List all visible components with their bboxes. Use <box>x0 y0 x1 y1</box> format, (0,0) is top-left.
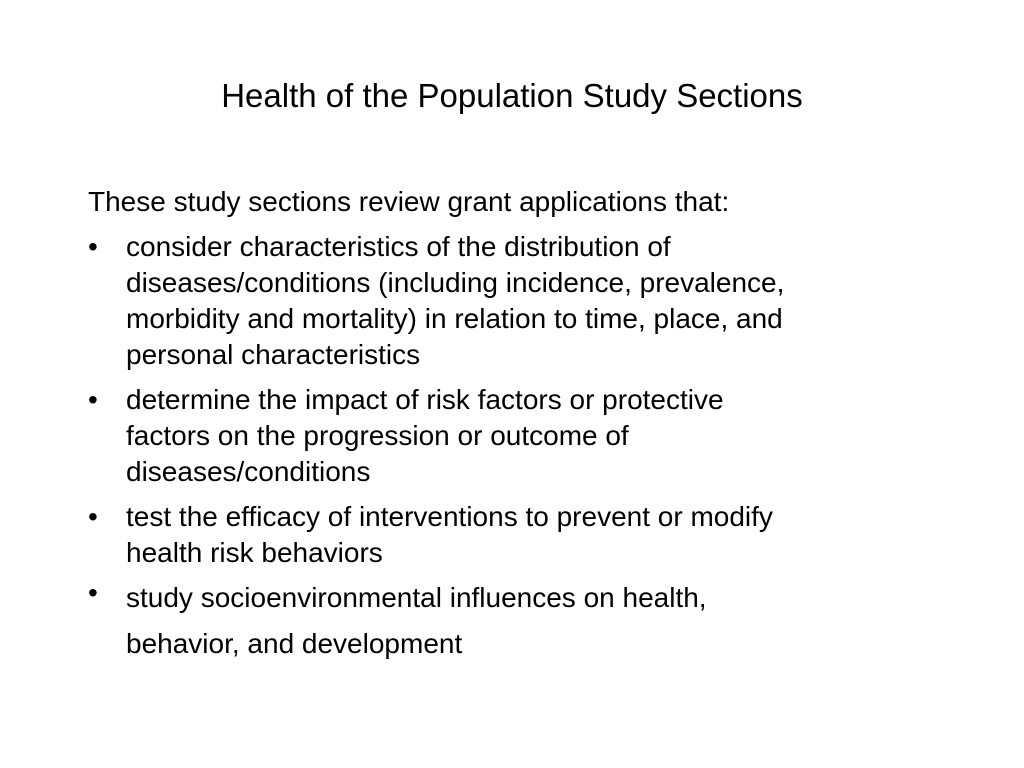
bullet-line: behavior, and development <box>126 628 463 659</box>
bullet-line: consider characteristics of the distribution of <box>126 231 671 262</box>
bullet-item-4 <box>88 575 948 667</box>
bullet-line: study socioenvironmental influences on health, <box>126 582 707 613</box>
bullet-line: morbidity and mortality) in relation to time, place, and <box>126 303 783 334</box>
bullet-item-3 <box>88 499 948 571</box>
bullet-glyph: • <box>88 501 98 532</box>
intro-text: These study sections review grant applications that: <box>88 186 730 217</box>
bullet-glyph: • <box>88 577 98 608</box>
bullet-glyph: • <box>88 231 98 262</box>
bullet-line: health risk behaviors <box>126 537 383 568</box>
bullet-text-1 <box>126 229 948 373</box>
bullet-text-3 <box>126 499 948 571</box>
bullet-item-2 <box>88 382 948 490</box>
bullet-line: factors on the progression or outcome of <box>126 420 629 451</box>
bullet-line: diseases/conditions (including incidence, prevalence, <box>126 267 785 298</box>
bullet-line: diseases/conditions <box>126 456 371 487</box>
slide-title: Health of the Population Study Sections <box>221 77 803 114</box>
bullet-line: test the efficacy of interventions to prevent or modify <box>126 501 773 532</box>
bullet-list <box>88 229 948 676</box>
bullet-glyph: • <box>88 384 98 415</box>
bullet-line: determine the impact of risk factors or protective <box>126 384 724 415</box>
bullet-text-4 <box>126 575 948 667</box>
bullet-line: personal characteristics <box>126 339 421 370</box>
bullet-item-1 <box>88 229 948 373</box>
bullet-text-2 <box>126 382 948 490</box>
